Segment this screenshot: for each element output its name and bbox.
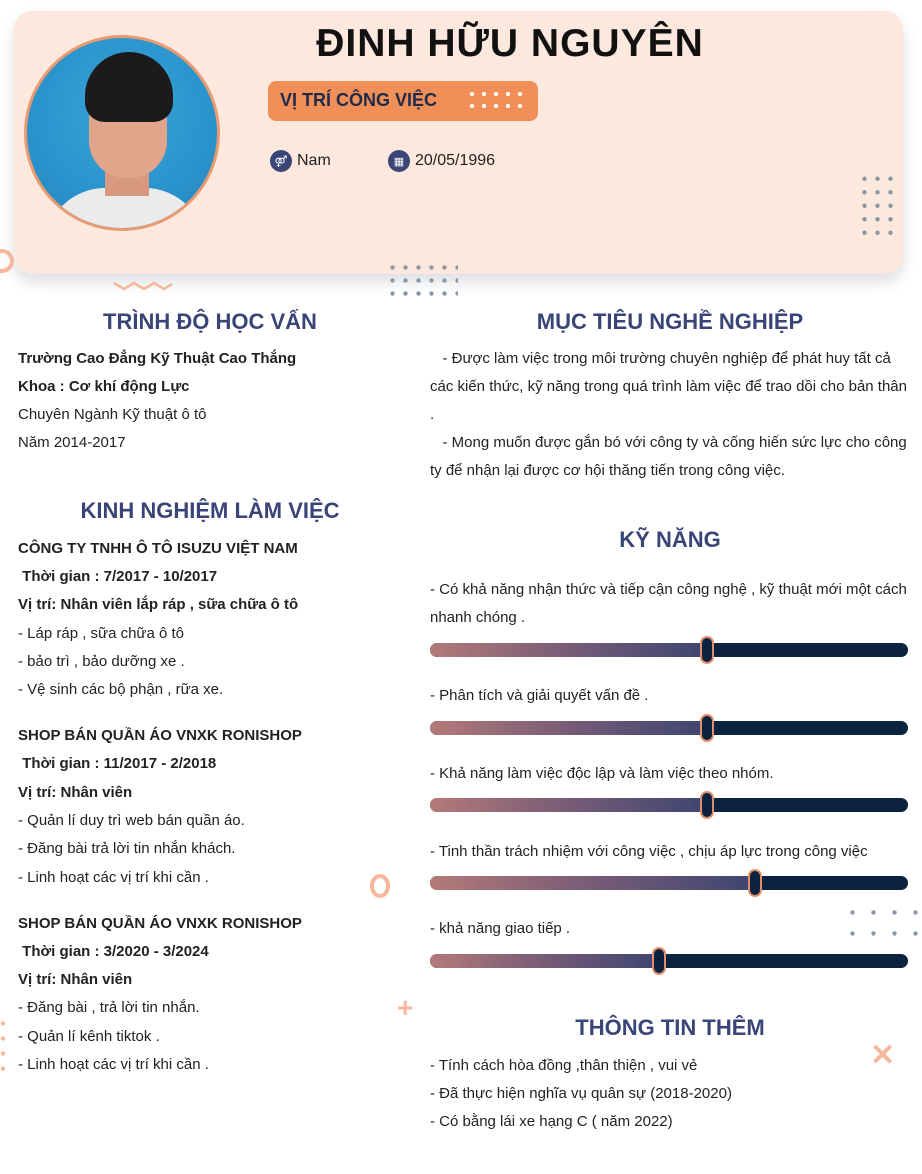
skill-slider: [430, 643, 908, 657]
job-company: CÔNG TY TNHH Ô TÔ ISUZU VIỆT NAM: [18, 540, 298, 557]
skill-label: - khả năng giao tiếp .: [430, 920, 571, 937]
education-school: Trường Cao Đẳng Kỹ Thuật Cao Thắng: [18, 350, 297, 367]
decorative-circle: [0, 249, 14, 273]
job-task: - Vệ sinh các bộ phận , rữa xe.: [18, 681, 224, 698]
education-title: TRÌNH ĐỘ HỌC VẤN: [103, 309, 317, 334]
education-major: Chuyên Ngành Kỹ thuật ô tô: [18, 406, 207, 423]
decorative-x: ✕: [870, 1039, 896, 1072]
objective-paragraph: - Mong muốn được gắn bó với công ty và cống hiến sức lực cho công ty để nhận lại được cơ hội thăng tiến trong công việc.: [430, 434, 911, 479]
slider-thumb: [748, 869, 762, 897]
skills-title: KỸ NĂNG: [619, 527, 721, 552]
gender-icon: ⚤: [270, 150, 292, 172]
job-role: Vị trí: Nhân viên: [18, 784, 133, 801]
education-years: Năm 2014-2017: [18, 434, 126, 451]
profile-photo: [24, 35, 220, 231]
objective-title: MỤC TIÊU NGHỀ NGHIỆP: [536, 309, 804, 334]
decorative-plus: +: [397, 992, 414, 1023]
gender-info: [270, 150, 331, 172]
birthday-info: [388, 150, 495, 172]
extra-info-item: - Tính cách hòa đồng ,thân thiện , vui vẻ: [430, 1057, 698, 1074]
skill-label: - Có khả năng nhận thức và tiếp cận công nghệ , kỹ thuật mới một cách nhanh chóng .: [430, 581, 907, 626]
education-faculty: Khoa : Cơ khí động Lực: [18, 378, 190, 395]
gender-value: Nam: [297, 152, 331, 169]
decorative-dots: [0, 1016, 6, 1080]
decorative-zigzag: [112, 280, 174, 292]
experience-title: KINH NGHIỆM LÀM VIỆC: [80, 498, 340, 523]
extra-info-item: - Đã thực hiện nghĩa vụ quân sự (2018-2020): [430, 1085, 732, 1102]
skill-label: - Khả năng làm việc độc lập và làm việc theo nhóm.: [430, 765, 774, 782]
slider-thumb: [700, 636, 714, 664]
calendar-icon: ▦: [388, 150, 410, 172]
skill-label: - Tinh thần trách nhiệm với công việc , chịu áp lực trong công việc: [430, 843, 868, 860]
job-task: - Quản lí duy trì web bán quần áo.: [18, 812, 245, 829]
slider-thumb: [652, 947, 666, 975]
job-role: Vị trí: Nhân viên lắp ráp , sữa chữa ô tô: [18, 596, 299, 613]
job-company: SHOP BÁN QUẦN ÁO VNXK RONISHOP: [18, 727, 302, 744]
skill-slider: [430, 721, 908, 735]
skill-slider: [430, 954, 908, 968]
job-role: Vị trí: Nhân viên: [18, 971, 133, 988]
job-task: - Đăng bài , trả lời tin nhắn.: [18, 999, 200, 1016]
job-time: Thời gian : 7/2017 - 10/2017: [18, 568, 218, 585]
extra-info-title: THÔNG TIN THÊM: [575, 1015, 765, 1040]
skill-slider: [430, 876, 908, 890]
position-label: VỊ TRÍ CÔNG VIỆC: [280, 90, 438, 110]
skill-slider: [430, 798, 908, 812]
job-task: - bảo trì , bảo dưỡng xe .: [18, 653, 185, 670]
decorative-dots: [386, 261, 458, 301]
slider-thumb: [700, 791, 714, 819]
job-company: SHOP BÁN QUẦN ÁO VNXK RONISHOP: [18, 915, 302, 932]
job-task: - Láp ráp , sữa chữa ô tô: [18, 625, 185, 642]
candidate-name: ĐINH HỮU NGUYÊN: [316, 22, 704, 65]
objective-paragraph: - Được làm việc trong môi trường chuyên nghiệp để phát huy tất cả các kiến thức, kỹ năng trong quá trình làm việc để trao dồi cho bản thân .: [430, 350, 912, 423]
slider-thumb: [700, 714, 714, 742]
job-task: - Linh hoạt các vị trí khi cần .: [18, 1056, 209, 1073]
extra-info-item: - Có bằng lái xe hạng C ( năm 2022): [430, 1113, 673, 1130]
decorative-circle: [370, 874, 390, 898]
job-time: Thời gian : 11/2017 - 2/2018: [18, 755, 217, 772]
job-task: - Linh hoạt các vị trí khi cần .: [18, 869, 209, 886]
job-task: - Quản lí kênh tiktok .: [18, 1028, 160, 1045]
job-task: - Đăng bài trả lời tin nhắn khách.: [18, 840, 236, 857]
skill-label: - Phân tích và giải quyết vấn đề .: [430, 687, 649, 704]
decorative-dots: [858, 172, 894, 238]
job-time: Thời gian : 3/2020 - 3/2024: [18, 943, 209, 960]
birthday-value: 20/05/1996: [415, 152, 496, 169]
decorative-dots: [466, 88, 526, 114]
position-badge: [268, 81, 538, 121]
